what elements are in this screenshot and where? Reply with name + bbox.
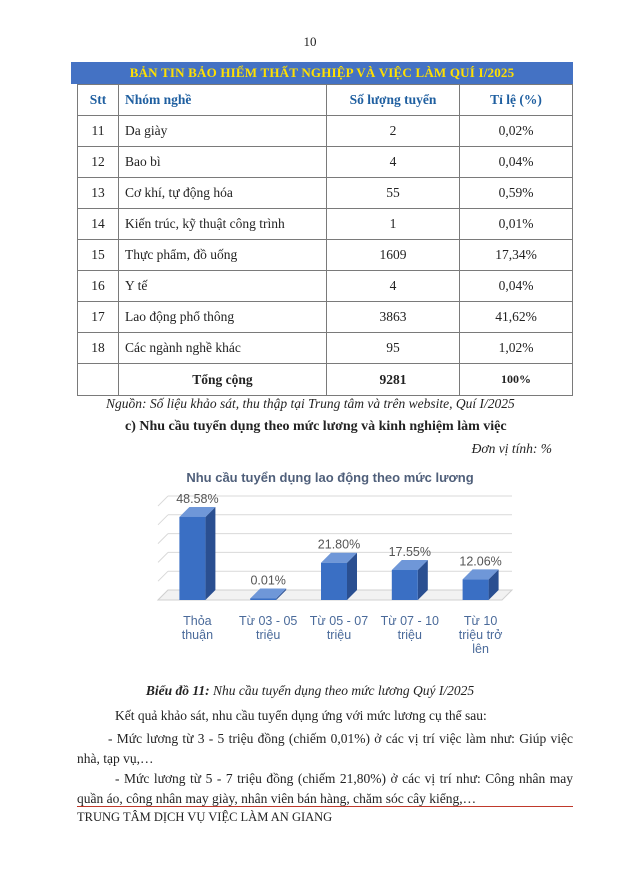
total-label: Tổng cộng	[119, 364, 327, 396]
occupation-table	[77, 84, 573, 396]
section-heading: c) Nhu cầu tuyển dụng theo mức lương và kinh nghiệm làm việc	[125, 419, 507, 434]
cell-occupation: Các ngành nghề khác	[119, 333, 327, 364]
cell-occupation: Y tế	[119, 271, 327, 302]
bar	[321, 563, 347, 600]
bar	[179, 517, 205, 600]
header-quantity: Số lượng tuyển	[327, 85, 460, 116]
table-total-row	[78, 364, 573, 396]
gridline-side	[158, 496, 168, 506]
cell-stt: 15	[78, 240, 119, 271]
cell-rate: 0,02%	[460, 116, 573, 147]
paragraph-intro: Kết quả khảo sát, nhu cầu tuyển dụng ứng với mức lương cụ thể sau:	[115, 708, 487, 723]
cell-rate: 0,59%	[460, 178, 573, 209]
table-row	[78, 271, 573, 302]
gridline-side	[158, 552, 168, 562]
category-label: Từ 10	[463, 614, 498, 628]
header-occupation: Nhóm nghề	[119, 85, 327, 116]
chart-canvas	[140, 462, 520, 676]
source-note: Nguồn: Số liệu khảo sát, thu thập tại Trung tâm và trên website, Quí I/2025	[106, 396, 515, 411]
cell-quantity: 2	[327, 116, 460, 147]
cell-stt: 11	[78, 116, 119, 147]
gridline-side	[158, 571, 168, 581]
bar-value-label: 48.58%	[176, 491, 219, 506]
header-rate: Tỉ lệ (%)	[460, 85, 573, 116]
cell-quantity: 95	[327, 333, 460, 364]
cell-quantity: 3863	[327, 302, 460, 333]
bulletin-banner: BẢN TIN BẢO HIỂM THẤT NGHIỆP VÀ VIỆC LÀM QUÍ I/2025	[71, 62, 573, 84]
cell-quantity: 4	[327, 147, 460, 178]
category-label: lên	[472, 642, 489, 656]
cell-occupation: Lao động phổ thông	[119, 302, 327, 333]
cell-occupation: Cơ khí, tự động hóa	[119, 178, 327, 209]
bar-value-label: 17.55%	[388, 545, 432, 560]
table-row	[78, 302, 573, 333]
category-label: triệu trở	[458, 628, 503, 642]
cell-stt: 18	[78, 333, 119, 364]
table-row	[78, 209, 573, 240]
cell-stt: 12	[78, 147, 119, 178]
page-number: 10	[303, 34, 317, 49]
cell-occupation: Bao bì	[119, 147, 327, 178]
category-label: triệu	[326, 628, 352, 642]
cell-rate: 1,02%	[460, 333, 573, 364]
category-label: Từ 03 - 05	[238, 614, 298, 628]
footer-org-name: TRUNG TÂM DỊCH VỤ VIỆC LÀM AN GIANG	[77, 810, 333, 824]
cell-rate: 41,62%	[460, 302, 573, 333]
category-label: Từ 05 - 07	[309, 614, 369, 628]
category-label: Từ 07 - 10	[380, 614, 440, 628]
cell-rate: 0,01%	[460, 209, 573, 240]
bar	[463, 579, 489, 600]
category-label: Thỏa	[183, 614, 212, 628]
chart-title: Nhu cầu tuyển dụng lao động theo mức lương	[186, 470, 474, 485]
total-rate: 100%	[460, 364, 573, 396]
table-row	[78, 116, 573, 147]
table-row	[78, 178, 573, 209]
cell-quantity: 55	[327, 178, 460, 209]
paragraph-salary-3-5: - Mức lương từ 3 - 5 triệu đồng (chiếm 0,01%) ở các vị trí việc làm như: Giúp việc nhà, tạp vụ,…	[77, 731, 573, 766]
category-label: triệu	[397, 628, 422, 642]
gridline-side	[158, 534, 168, 544]
category-label: triệu	[256, 628, 281, 642]
cell-stt-empty	[78, 364, 119, 396]
salary-demand-chart	[140, 462, 520, 676]
cell-quantity: 4	[327, 271, 460, 302]
table-row	[78, 240, 573, 271]
total-quantity: 9281	[327, 364, 460, 396]
bar	[392, 570, 418, 600]
cell-occupation: Thực phẩm, đồ uống	[119, 240, 327, 271]
cell-rate: 0,04%	[460, 271, 573, 302]
cell-stt: 16	[78, 271, 119, 302]
cell-occupation: Da giày	[119, 116, 327, 147]
cell-stt: 13	[78, 178, 119, 209]
cell-quantity: 1609	[327, 240, 460, 271]
cell-occupation: Kiến trúc, kỹ thuật công trình	[119, 209, 327, 240]
bar-side	[205, 507, 215, 600]
table-header-row	[78, 85, 573, 116]
bar-value-label: 0.01%	[250, 573, 286, 588]
caption-label: Biểu đồ 11:	[145, 683, 210, 698]
gridline-side	[158, 515, 168, 525]
table-row	[78, 147, 573, 178]
cell-stt: 17	[78, 302, 119, 333]
chart-caption	[0, 683, 620, 699]
bar	[250, 599, 276, 601]
table-row	[78, 333, 573, 364]
paragraph-salary-5-7: - Mức lương từ 5 - 7 triệu đồng (chiếm 21,80%) ở các vị trí như: Công nhân may quần áo, công nhân may giày, nhân viên bán hàng, chăm sóc cây kiểng,…	[77, 771, 573, 806]
bar-value-label: 12.06%	[459, 554, 502, 569]
cell-stt: 14	[78, 209, 119, 240]
bar-value-label: 21.80%	[317, 537, 361, 552]
cell-quantity: 1	[327, 209, 460, 240]
category-label: thuận	[181, 628, 214, 642]
caption-text: Nhu cầu tuyển dụng theo mức lương Quý I/2025	[209, 683, 475, 698]
footer-rule	[77, 806, 573, 807]
header-stt: Stt	[78, 85, 119, 116]
unit-note: Đơn vị tính: %	[471, 441, 552, 456]
cell-rate: 17,34%	[460, 240, 573, 271]
cell-rate: 0,04%	[460, 147, 573, 178]
